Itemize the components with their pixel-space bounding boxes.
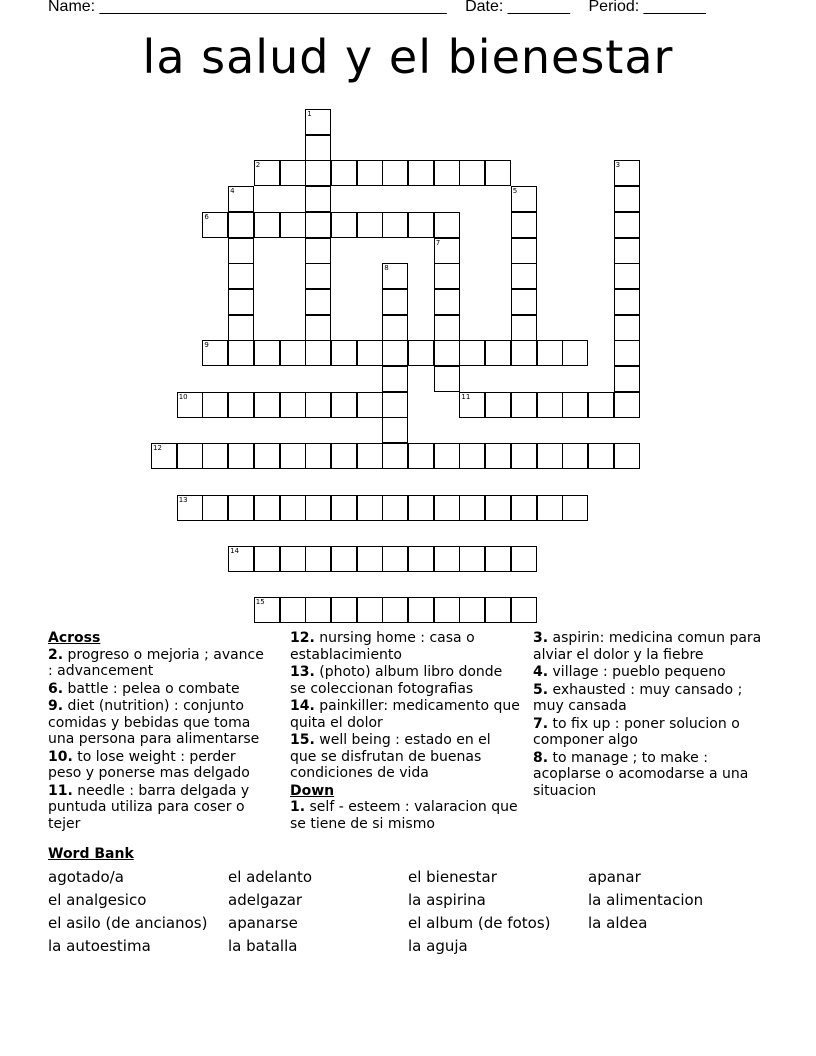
clue-across-9: 9. diet (nutrition) : conjunto comidas y bebidas que toma una persona para alimentarse: [48, 698, 260, 747]
clue-number: 1: [307, 110, 312, 118]
crossword-cell[interactable]: [357, 495, 383, 521]
crossword-cell[interactable]: [228, 289, 254, 315]
crossword-cell[interactable]: [357, 546, 383, 572]
clue-number: 7: [435, 238, 441, 247]
crossword-cell[interactable]: [357, 443, 383, 469]
crossword-cell[interactable]: [537, 392, 563, 418]
crossword-cell[interactable]: [254, 160, 280, 186]
crossword-cell[interactable]: [434, 340, 460, 366]
header-line: [48, 0, 720, 16]
crossword-cell[interactable]: [614, 212, 640, 238]
crossword-cell[interactable]: [357, 392, 383, 418]
crossword-cell[interactable]: [331, 212, 357, 238]
crossword-cell[interactable]: [228, 443, 254, 469]
clue-number: 8: [384, 264, 389, 273]
word-bank-item: apanar: [588, 868, 641, 886]
crossword-cell[interactable]: [254, 546, 280, 572]
crossword-cell[interactable]: [459, 443, 485, 469]
crossword-cell[interactable]: [280, 495, 306, 521]
crossword-cell[interactable]: [280, 212, 306, 238]
word-bank-item: el bienestar: [408, 868, 497, 886]
word-bank-title: Word Bank: [48, 846, 134, 862]
word-bank-item: el adelanto: [228, 868, 313, 886]
crossword-cell[interactable]: [537, 340, 563, 366]
word-bank-item: apanarse: [228, 914, 298, 932]
crossword-cell[interactable]: [177, 495, 203, 521]
crossword-cell[interactable]: [614, 340, 640, 366]
clue-across-11: 11. needle : barra delgada y puntuda utiliza para coser o tejer: [48, 782, 250, 832]
clue-down-4: 4. village : pueblo pequeno: [533, 664, 726, 680]
crossword-cell[interactable]: [305, 546, 331, 572]
crossword-cell[interactable]: [280, 160, 306, 186]
crossword-cell[interactable]: [305, 212, 331, 238]
page-title: la salud y el bienestar: [142, 30, 674, 84]
crossword-cell[interactable]: [408, 340, 434, 366]
crossword-cell[interactable]: [511, 597, 537, 623]
crossword-cell[interactable]: [434, 546, 460, 572]
crossword-cell[interactable]: [459, 597, 485, 623]
crossword-cell[interactable]: [511, 238, 537, 264]
crossword-cell[interactable]: [202, 443, 228, 469]
crossword-cell[interactable]: [408, 443, 434, 469]
clue-number: 11: [461, 392, 471, 401]
clue-number: 15: [255, 598, 265, 607]
clue-number: 6: [204, 212, 209, 221]
word-bank-item: el asilo (de ancianos): [48, 914, 208, 932]
crossword-cell[interactable]: [357, 212, 383, 238]
crossword-cell[interactable]: [511, 495, 537, 521]
crossword-cell[interactable]: [614, 392, 640, 418]
crossword-cell[interactable]: [202, 212, 228, 238]
crossword-cell[interactable]: [382, 443, 408, 469]
date-field: Date: _______: [465, 0, 571, 15]
crossword-cell[interactable]: [177, 392, 203, 418]
crossword-cell[interactable]: [459, 160, 485, 186]
crossword-cell[interactable]: [305, 186, 331, 212]
crossword-cell[interactable]: [382, 263, 408, 289]
clue-down-8: 8. to manage ; to make : acoplarse o acomodarse a una situacion: [533, 749, 749, 799]
crossword-cell[interactable]: [280, 443, 306, 469]
clues-column-2: [290, 630, 520, 833]
clue-number: 4: [230, 187, 235, 196]
crossword-cell[interactable]: [511, 546, 537, 572]
word-bank-item: la aldea: [588, 914, 648, 932]
clue-number: 12: [153, 444, 162, 453]
period-field: Period: _______: [588, 0, 706, 15]
crossword-cell[interactable]: [382, 340, 408, 366]
crossword-cell[interactable]: [228, 186, 254, 212]
crossword-cell[interactable]: [434, 366, 460, 392]
crossword-cell[interactable]: [331, 392, 357, 418]
crossword-cell[interactable]: [511, 263, 537, 289]
word-bank-item: la alimentacion: [588, 891, 704, 909]
clue-number: 14: [230, 546, 240, 555]
crossword-cell[interactable]: [562, 443, 588, 469]
crossword-cell[interactable]: [614, 315, 640, 341]
crossword-cell[interactable]: [614, 443, 640, 469]
crossword-cell[interactable]: [357, 597, 383, 623]
crossword-cell[interactable]: [459, 495, 485, 521]
crossword-cell[interactable]: [434, 212, 460, 238]
crossword-cell[interactable]: [485, 392, 511, 418]
clue-across-15: 15. well being : estado en el que se disfrutan de buenas condiciones de vida: [290, 732, 491, 781]
down-heading: Down: [290, 782, 335, 799]
word-bank-item: la batalla: [228, 937, 298, 955]
crossword-cell[interactable]: [305, 109, 331, 135]
crossword-cell[interactable]: [485, 340, 511, 366]
across-heading: Across: [48, 630, 101, 646]
crossword-cell[interactable]: [331, 597, 357, 623]
crossword-cell[interactable]: [305, 392, 331, 418]
crossword-cell[interactable]: [459, 546, 485, 572]
crossword-cell[interactable]: [434, 597, 460, 623]
clues-column-3: [533, 630, 773, 800]
word-bank-item: el analgesico: [48, 891, 147, 909]
crossword-cell[interactable]: [254, 597, 280, 623]
crossword-cell[interactable]: [614, 160, 640, 186]
crossword-cell[interactable]: [511, 315, 537, 341]
crossword-cell[interactable]: [511, 392, 537, 418]
crossword-cell[interactable]: [280, 546, 306, 572]
crossword-cell[interactable]: [588, 443, 614, 469]
crossword-cell[interactable]: [382, 597, 408, 623]
clues-column-1: [48, 630, 273, 833]
clue-across-12: 12. nursing home : casa o establacimiento: [290, 630, 475, 663]
crossword-cell[interactable]: [562, 495, 588, 521]
crossword-cell[interactable]: [434, 289, 460, 315]
clue-number: 3: [615, 161, 621, 170]
crossword-cell[interactable]: [537, 495, 563, 521]
crossword-cell[interactable]: [202, 392, 228, 418]
crossword-cell[interactable]: [202, 495, 228, 521]
crossword-cell[interactable]: [562, 340, 588, 366]
crossword-cell[interactable]: [305, 443, 331, 469]
crossword-cell[interactable]: [511, 340, 537, 366]
crossword-cell[interactable]: [254, 443, 280, 469]
crossword-cell[interactable]: [434, 238, 460, 264]
crossword-cell[interactable]: [485, 597, 511, 623]
crossword-cell[interactable]: [305, 315, 331, 341]
crossword-cell[interactable]: [434, 263, 460, 289]
crossword-cell[interactable]: [202, 340, 228, 366]
crossword-cell[interactable]: [408, 546, 434, 572]
crossword-cell[interactable]: [228, 315, 254, 341]
crossword-cell[interactable]: [459, 392, 485, 418]
word-bank-item: la aguja: [408, 937, 468, 955]
clue-number: 13: [178, 495, 188, 504]
word-bank-item: la autoestima: [48, 937, 151, 955]
word-bank-item: adelgazar: [228, 891, 303, 909]
crossword-cell[interactable]: [485, 546, 511, 572]
crossword-cell[interactable]: [434, 315, 460, 341]
crossword-cell[interactable]: [331, 160, 357, 186]
crossword-cell[interactable]: [382, 546, 408, 572]
crossword-cell[interactable]: [254, 340, 280, 366]
crossword-cell[interactable]: [614, 186, 640, 212]
crossword-cell[interactable]: [331, 495, 357, 521]
crossword-cell[interactable]: [305, 495, 331, 521]
crossword-cell[interactable]: [382, 315, 408, 341]
clue-across-10: 10. to lose weight : perder peso y ponerse mas delgado: [48, 748, 250, 781]
crossword-cell[interactable]: [305, 135, 331, 161]
crossword-cell[interactable]: [305, 238, 331, 264]
crossword-cell[interactable]: [305, 340, 331, 366]
clue-down-3: 3. aspirin: medicina comun para alviar el dolor y la fiebre: [533, 630, 762, 663]
crossword-cell[interactable]: [434, 160, 460, 186]
crossword-cell[interactable]: [228, 495, 254, 521]
word-bank-item: la aspirina: [408, 891, 486, 909]
crossword-cell[interactable]: [382, 495, 408, 521]
crossword-cell[interactable]: [228, 263, 254, 289]
crossword-cell[interactable]: [151, 443, 177, 469]
crossword-cell[interactable]: [305, 289, 331, 315]
crossword-cell[interactable]: [614, 238, 640, 264]
crossword-cell[interactable]: [511, 186, 537, 212]
crossword-cell[interactable]: [331, 546, 357, 572]
crossword-cell[interactable]: [305, 597, 331, 623]
crossword-cell[interactable]: [305, 160, 331, 186]
crossword-cell[interactable]: [562, 392, 588, 418]
crossword-cell[interactable]: [408, 597, 434, 623]
crossword-cell[interactable]: [382, 366, 408, 392]
crossword-cell[interactable]: [537, 443, 563, 469]
crossword-cell[interactable]: [614, 263, 640, 289]
clue-number: 5: [512, 187, 518, 196]
crossword-cell[interactable]: [614, 366, 640, 392]
crossword-cell[interactable]: [485, 443, 511, 469]
crossword-cell[interactable]: [434, 443, 460, 469]
crossword-cell[interactable]: [331, 340, 357, 366]
crossword-cell[interactable]: [382, 160, 408, 186]
crossword-cell[interactable]: [588, 392, 614, 418]
clue-number: 10: [178, 392, 188, 401]
crossword-cell[interactable]: [614, 289, 640, 315]
crossword-cell[interactable]: [254, 392, 280, 418]
clue-number: 9: [204, 341, 209, 350]
crossword-cell[interactable]: [331, 443, 357, 469]
crossword-cell[interactable]: [280, 340, 306, 366]
crossword-cell[interactable]: [228, 212, 254, 238]
crossword-cell[interactable]: [408, 212, 434, 238]
clue-down-5: 5. exhausted : muy cansado ; muy cansada: [533, 681, 743, 714]
crossword-cell[interactable]: [382, 417, 408, 443]
crossword-cell[interactable]: [485, 495, 511, 521]
crossword-cell[interactable]: [382, 392, 408, 418]
crossword-cell[interactable]: [305, 263, 331, 289]
crossword-cell[interactable]: [357, 340, 383, 366]
crossword-cell[interactable]: [228, 238, 254, 264]
crossword-cell[interactable]: [177, 443, 203, 469]
crossword-cell[interactable]: [511, 443, 537, 469]
clue-across-14: 14. painkiller: medicamento que quita el dolor: [290, 698, 520, 731]
crossword-cell[interactable]: [511, 289, 537, 315]
crossword-cell[interactable]: [254, 212, 280, 238]
clue-number: 2: [255, 161, 261, 170]
crossword-cell[interactable]: [382, 289, 408, 315]
crossword-cell[interactable]: [280, 597, 306, 623]
crossword-cell[interactable]: [254, 495, 280, 521]
crossword-cell[interactable]: [408, 495, 434, 521]
word-bank: [48, 868, 768, 955]
crossword-cell[interactable]: [459, 340, 485, 366]
crossword-cell[interactable]: [511, 212, 537, 238]
crossword-cell[interactable]: [228, 546, 254, 572]
name-field: Name: _______________________________________: [48, 0, 447, 15]
clue-down-7: 7. to fix up : poner solucion o componer algo: [533, 715, 740, 748]
crossword-cell[interactable]: [434, 495, 460, 521]
clue-across-6: 6. battle : pelea o combate: [48, 680, 240, 697]
crossword-cell[interactable]: [408, 160, 434, 186]
crossword-cell[interactable]: [357, 160, 383, 186]
crossword-cell[interactable]: [280, 392, 306, 418]
clue-across-2: 2. progreso o mejoria ; avance : advancement: [48, 646, 264, 679]
word-bank-item: el album (de fotos): [408, 914, 551, 932]
crossword-cell[interactable]: [228, 392, 254, 418]
clue-across-13: 13. (photo) album libro donde se coleccionan fotografias: [290, 664, 503, 697]
word-bank-item: agotado/a: [48, 868, 124, 886]
clue-down-1: 1. self - esteem : valaracion que se tiene de si mismo: [290, 799, 518, 832]
crossword-cell[interactable]: [382, 212, 408, 238]
crossword-cell[interactable]: [228, 340, 254, 366]
crossword-cell[interactable]: [485, 160, 511, 186]
